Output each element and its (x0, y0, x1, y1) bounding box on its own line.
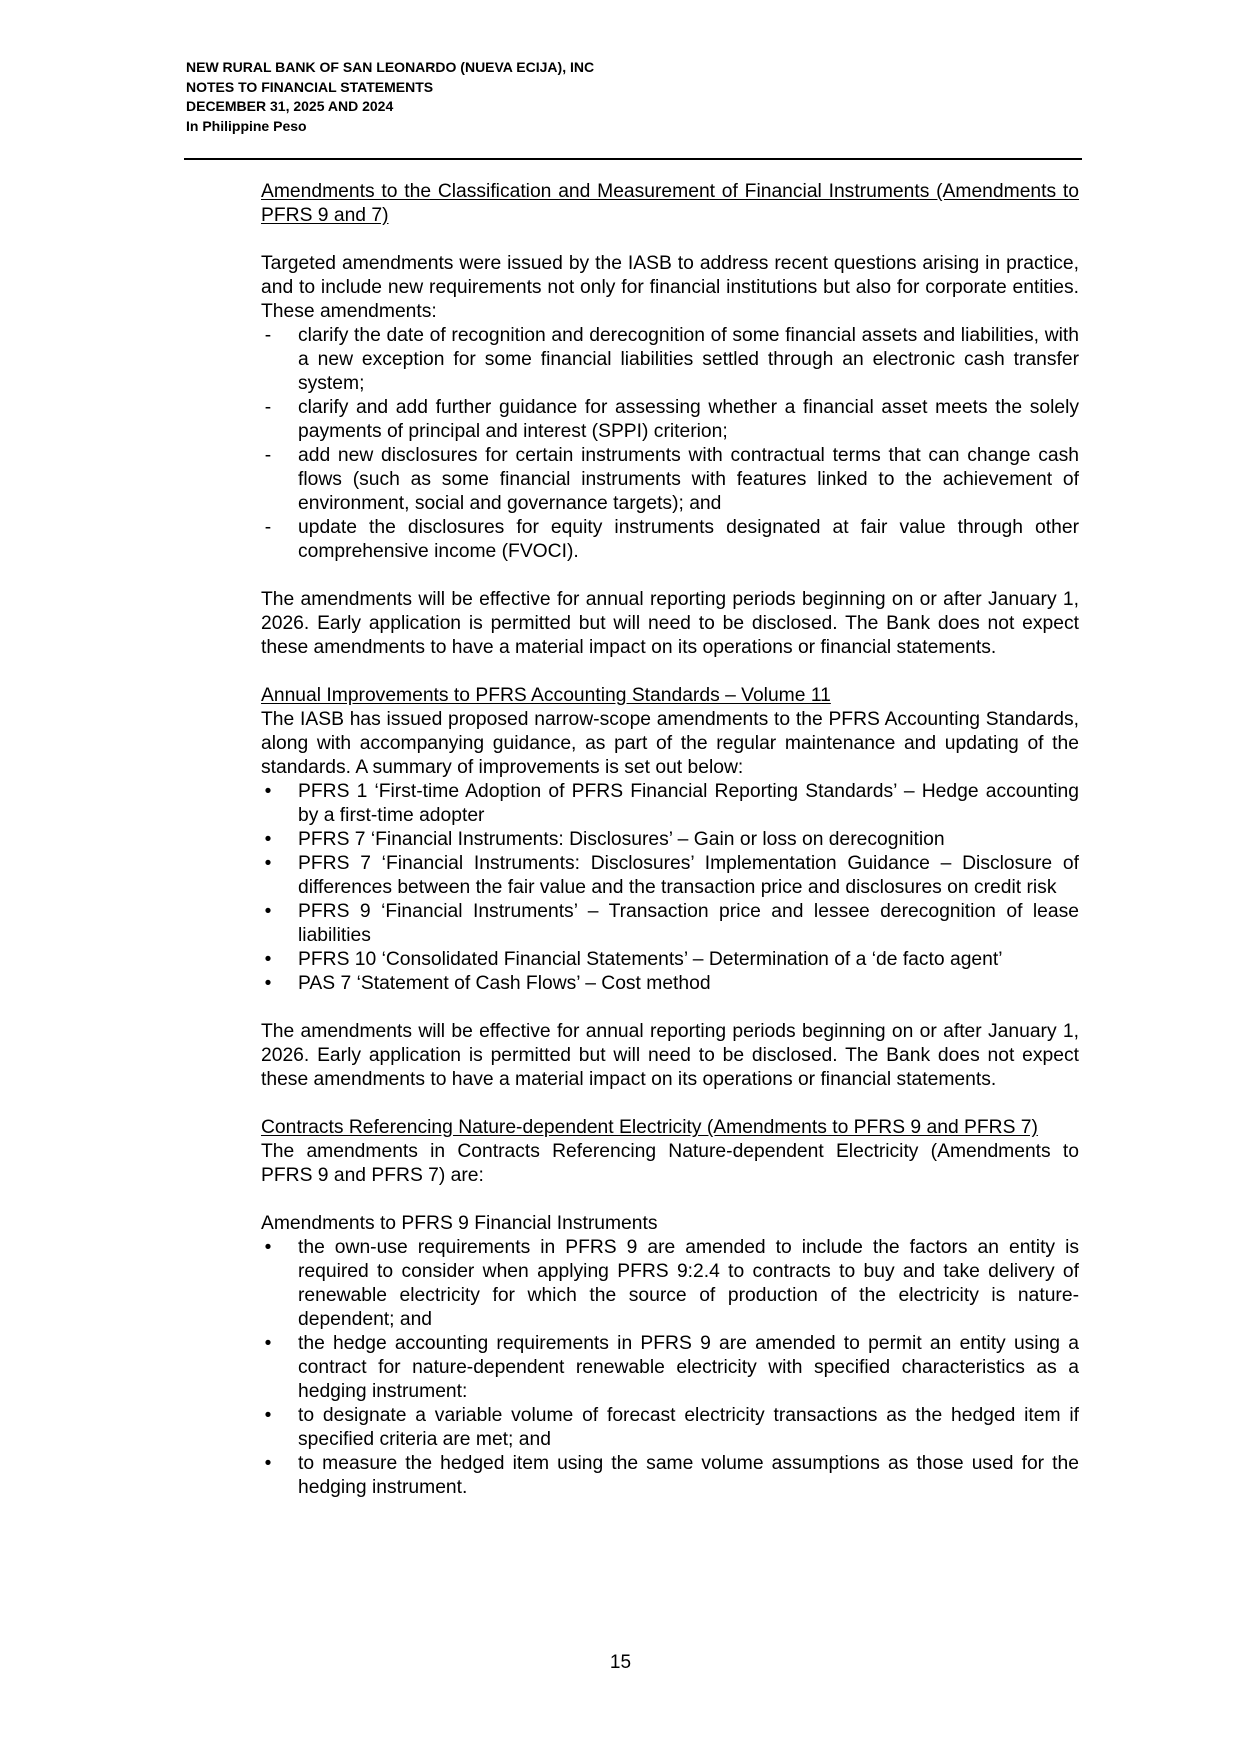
list-item: • PFRS 1 ‘First-time Adoption of PFRS Financial Reporting Standards’ – Hedge accounting by a first-time adopter (261, 780, 1079, 828)
list-item: • PAS 7 ‘Statement of Cash Flows’ – Cost method (261, 972, 1079, 996)
section-intro: The IASB has issued proposed narrow-scope amendments to the PFRS Accounting Standards, along with accompanying guidance, as part of the regular maintenance and updating of the standards. A summary of improvements is set out below: (261, 709, 1079, 778)
bullet-marker: • (264, 1453, 272, 1474)
document-header (186, 58, 886, 136)
dash-marker: - (264, 397, 272, 418)
dash-marker: - (264, 517, 272, 538)
bullet-marker: • (264, 829, 272, 850)
list-item: • the own-use requirements in PFRS 9 are amended to include the factors an entity is required to consider when applying PFRS 9:2.4 to contracts to buy and take delivery of renewable electricity for which the source of production of the electricity is nature-dependent; and (261, 1236, 1079, 1332)
bullet-marker: • (264, 949, 272, 970)
list-item: • to designate a variable volume of forecast electricity transactions as the hedged item if specified criteria are met; and (261, 1404, 1079, 1452)
bullet-marker: • (264, 973, 272, 994)
list-item: - clarify the date of recognition and derecognition of some financial assets and liabilities, with a new exception for some financial liabilities settled through an electronic cash transfer system; (261, 324, 1079, 396)
pfrs9-amendments-list (261, 1236, 1079, 1500)
bullet-marker: • (264, 1405, 272, 1426)
currency-note: In Philippine Peso (186, 117, 307, 134)
bullet-marker: • (264, 781, 272, 802)
list-item: - update the disclosures for equity instruments designated at fair value through other comprehensive income (FVOCI). (261, 516, 1079, 564)
list-item: • PFRS 10 ‘Consolidated Financial Statements’ – Determination of a ‘de facto agent’ (261, 948, 1079, 972)
section-closing: The amendments will be effective for annual reporting periods beginning on or after January 1, 2026. Early application is permitted but will need to be disclosed. The Bank does not expect these amendments to have a material impact on its operations or financial statements. (261, 589, 1079, 658)
statement-date: DECEMBER 31, 2025 AND 2024 (186, 98, 394, 114)
improvements-list (261, 780, 1079, 996)
section-closing: The amendments will be effective for annual reporting periods beginning on or after January 1, 2026. Early application is permitted but will need to be disclosed. The Bank does not expect these amendments to have a material impact on its operations or financial statements. (261, 1021, 1079, 1090)
page-body (261, 180, 1079, 1500)
list-item: • the hedge accounting requirements in PFRS 9 are amended to permit an entity using a contract for nature-dependent renewable electricity with specified characteristics as a hedging instrument: (261, 1332, 1079, 1404)
bullet-marker: • (264, 1237, 272, 1258)
list-item: • to measure the hedged item using the same volume assumptions as those used for the hedging instrument. (261, 1452, 1079, 1500)
list-item: • PFRS 9 ‘Financial Instruments’ – Transaction price and lessee derecognition of lease liabilities (261, 900, 1079, 948)
bullet-marker: • (264, 1333, 272, 1354)
list-item: • PFRS 7 ‘Financial Instruments: Disclosures’ Implementation Guidance – Disclosure of differences between the fair value and the transaction price and disclosures on credit risk (261, 852, 1079, 900)
company-name: NEW RURAL BANK OF SAN LEONARDO (NUEVA ECIJA), INC (186, 59, 595, 75)
section-intro: Targeted amendments were issued by the IASB to address recent questions arising in practice, and to include new requirements not only for financial institutions but also for corporate entities. These amendments: (261, 253, 1079, 322)
page-number: 15 (609, 1652, 632, 1673)
header-rule (184, 158, 1082, 160)
statement-title: NOTES TO FINANCIAL STATEMENTS (186, 78, 434, 95)
section-title-classification: Amendments to the Classification and Measurement of Financial Instruments (Amendments to PFRS 9 and 7) (261, 181, 1079, 226)
bullet-marker: • (264, 901, 272, 922)
list-item: - add new disclosures for certain instruments with contractual terms that can change cash flows (such as some financial instruments with features linked to the achievement of environment, social and governance targets); and (261, 444, 1079, 516)
dash-marker: - (264, 445, 272, 466)
section-title-annual-improvements: Annual Improvements to PFRS Accounting Standards – Volume 11 (261, 685, 831, 706)
list-item: • PFRS 7 ‘Financial Instruments: Disclosures’ – Gain or loss on derecognition (261, 828, 1079, 852)
amendments-list (261, 324, 1079, 564)
section-intro: The amendments in Contracts Referencing Nature-dependent Electricity (Amendments to PFRS 9 and PFRS 7) are: (261, 1141, 1079, 1186)
subheading: Amendments to PFRS 9 Financial Instruments (261, 1213, 658, 1234)
dash-marker: - (264, 325, 272, 346)
bullet-marker: • (264, 853, 272, 874)
list-item: - clarify and add further guidance for assessing whether a financial asset meets the solely payments of principal and interest (SPPI) criterion; (261, 396, 1079, 444)
section-title-nature-dependent-electricity: Contracts Referencing Nature-dependent Electricity (Amendments to PFRS 9 and PFRS 7) (261, 1117, 1038, 1138)
